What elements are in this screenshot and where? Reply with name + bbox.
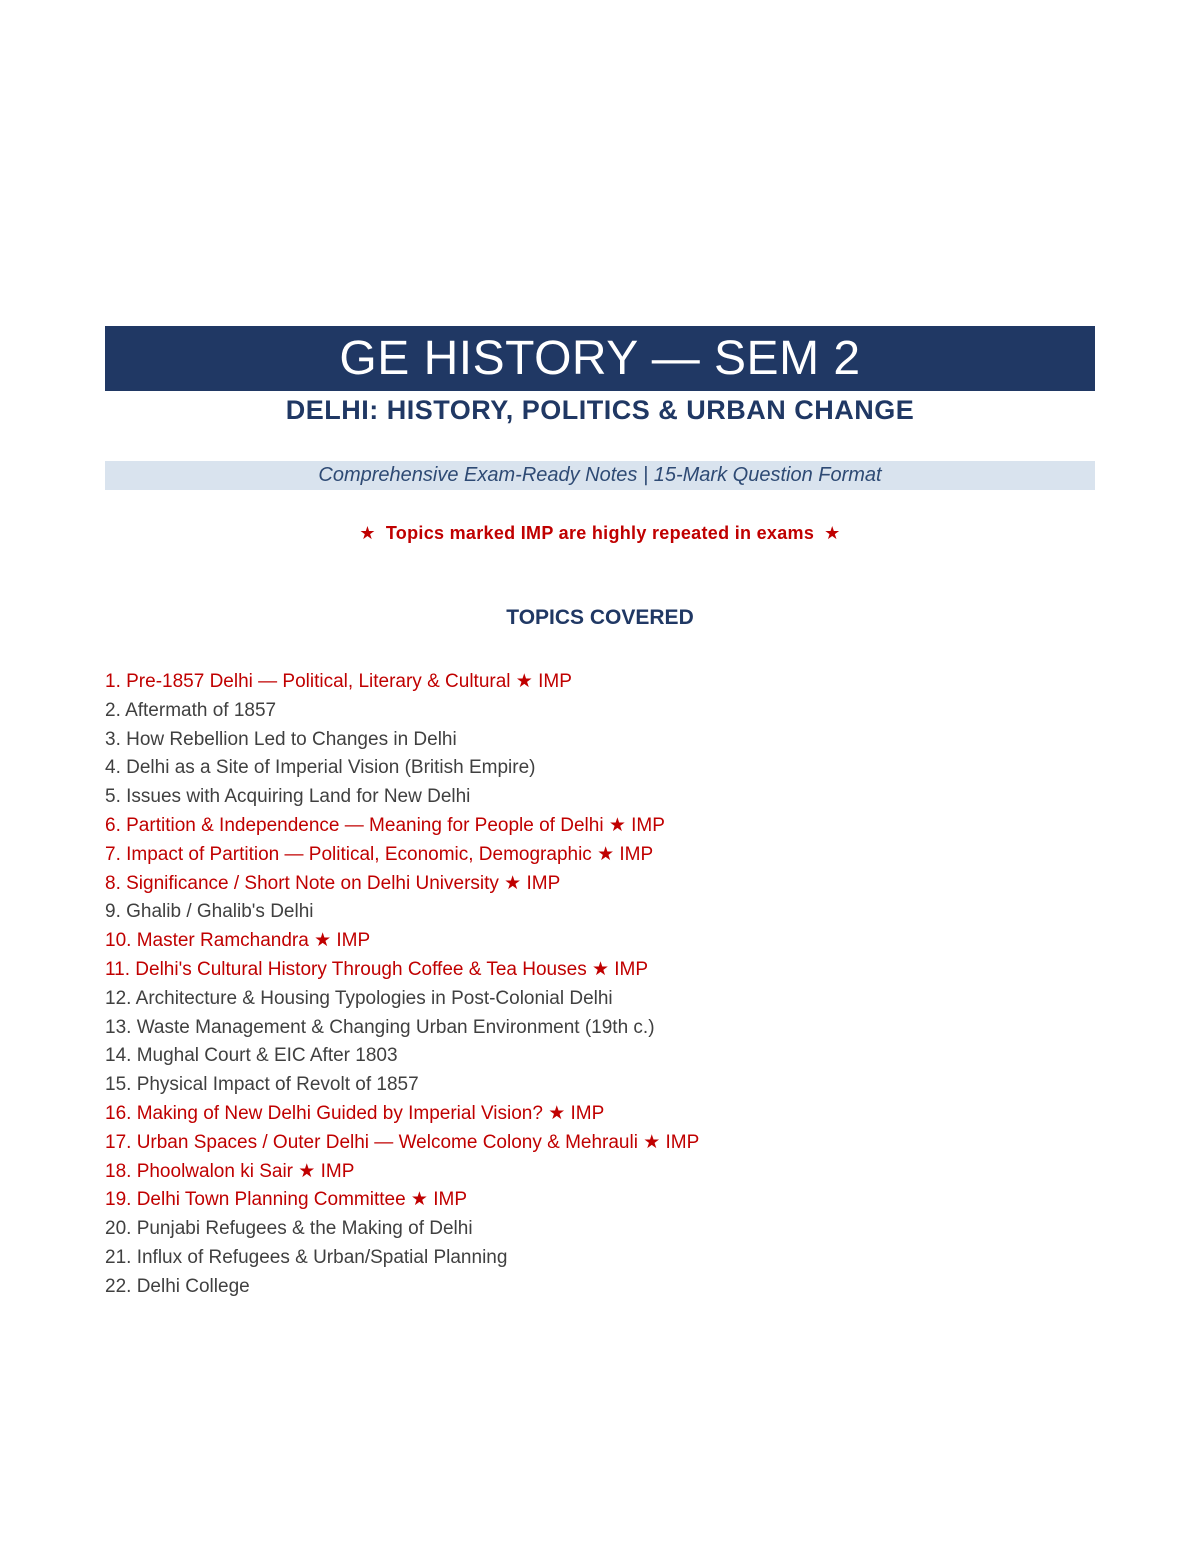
topic-item: 2. Aftermath of 1857: [105, 699, 277, 721]
topic-item: 16. Making of New Delhi Guided by Imperial Vision? ★ IMP: [105, 1102, 605, 1124]
imp-note: [105, 523, 1095, 544]
topic-item: 7. Impact of Partition — Political, Economic, Demographic ★ IMP: [105, 843, 654, 865]
topic-item: 9. Ghalib / Ghalib's Delhi: [105, 901, 314, 923]
topic-item: 19. Delhi Town Planning Committee ★ IMP: [105, 1189, 468, 1211]
topic-item: 15. Physical Impact of Revolt of 1857: [105, 1074, 419, 1096]
topic-item: 14. Mughal Court & EIC After 1803: [105, 1045, 398, 1067]
imp-note-text: Topics marked IMP are highly repeated in exams: [385, 523, 815, 543]
star-icon: ★: [824, 523, 841, 543]
topic-item: 12. Architecture & Housing Typologies in Post-Colonial Delhi: [105, 987, 613, 1009]
topic-item: 5. Issues with Acquiring Land for New Delhi: [105, 786, 471, 808]
topic-item: 10. Master Ramchandra ★ IMP: [105, 930, 371, 952]
info-text: Comprehensive Exam-Ready Notes | 15-Mark Question Format: [318, 464, 882, 486]
page-title: GE HISTORY — SEM 2: [339, 331, 861, 385]
document-page: [105, 326, 1095, 1302]
topic-item: 1. Pre-1857 Delhi — Political, Literary & Cultural ★ IMP: [105, 671, 572, 692]
topic-list: [105, 668, 1095, 1302]
topic-item: 11. Delhi's Cultural History Through Coffee & Tea Houses ★ IMP: [105, 958, 649, 980]
topic-item: 20. Punjabi Refugees & the Making of Delhi: [105, 1218, 473, 1240]
topic-item: 6. Partition & Independence — Meaning for People of Delhi ★ IMP: [105, 814, 665, 836]
star-icon: ★: [359, 523, 376, 543]
topic-item: 18. Phoolwalon ki Sair ★ IMP: [105, 1160, 355, 1182]
topic-item: 22. Delhi College: [105, 1275, 250, 1297]
topics-heading: TOPICS COVERED: [506, 606, 694, 629]
page-subtitle: DELHI: HISTORY, POLITICS & URBAN CHANGE: [285, 395, 915, 425]
topic-item: 21. Influx of Refugees & Urban/Spatial Planning: [105, 1246, 508, 1268]
title-banner: [105, 326, 1095, 391]
info-banner: [105, 461, 1095, 490]
topic-item: 17. Urban Spaces / Outer Delhi — Welcome Colony & Mehrauli ★ IMP: [105, 1131, 700, 1153]
topic-item: 8. Significance / Short Note on Delhi University ★ IMP: [105, 872, 561, 894]
topic-item: 3. How Rebellion Led to Changes in Delhi: [105, 728, 457, 750]
topic-item: 4. Delhi as a Site of Imperial Vision (British Empire): [105, 757, 536, 779]
topic-item: 13. Waste Management & Changing Urban Environment (19th c.): [105, 1016, 655, 1038]
